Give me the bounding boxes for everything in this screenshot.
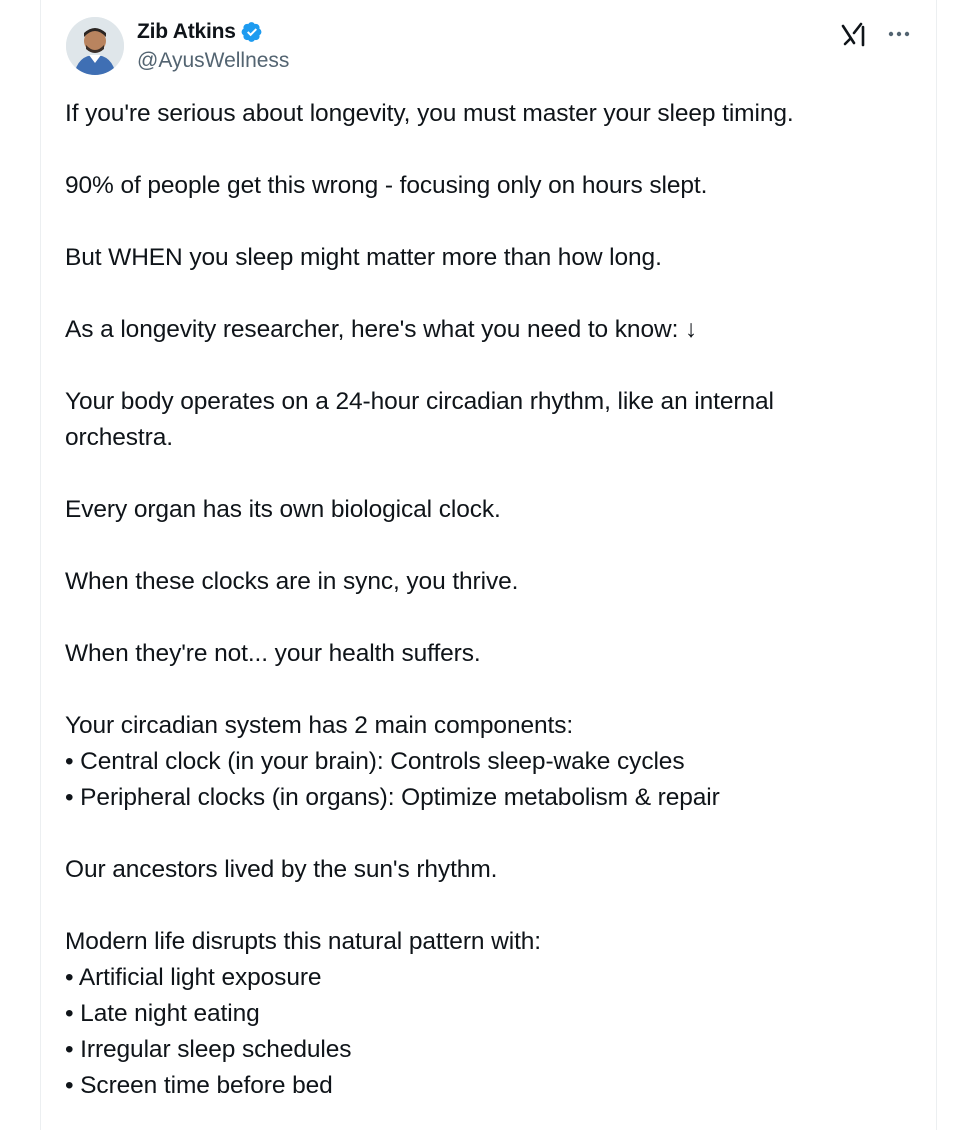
tweet-paragraph — [65, 852, 912, 888]
tweet-text-line: Our ancestors lived by the sun's rhythm. — [65, 856, 498, 883]
tweet-text-line: Your body operates on a 24-hour circadian rhythm, like an internal — [65, 388, 774, 415]
more-options-icon[interactable] — [887, 27, 911, 39]
display-name[interactable]: Zib Atkins — [137, 20, 236, 43]
user-info — [137, 18, 289, 73]
tweet-text-line: • Peripheral clocks (in organs): Optimize metabolism & repair — [65, 784, 720, 811]
tweet-paragraph — [65, 924, 912, 1104]
tweet-text-line: When these clocks are in sync, you thrive. — [65, 568, 519, 595]
tweet-paragraph — [65, 312, 912, 348]
tweet-text-line: But WHEN you sleep might matter more than how long. — [65, 244, 662, 271]
tweet-text-line: As a longevity researcher, here's what you need to know: ↓ — [65, 316, 698, 343]
tweet-paragraph — [65, 240, 912, 276]
grok-icon[interactable] — [841, 21, 867, 47]
name-row — [137, 18, 289, 46]
tweet-paragraph — [65, 708, 912, 816]
tweet-paragraph — [65, 564, 912, 600]
verified-badge-icon — [241, 21, 263, 43]
tweet-text-line: Your circadian system has 2 main components: — [65, 712, 574, 739]
tweet-text-line: • Late night eating — [65, 1000, 260, 1027]
tweet-paragraph — [65, 168, 912, 204]
tweet-text-line: 90% of people get this wrong - focusing only on hours slept. — [65, 172, 708, 199]
tweet-paragraph — [65, 384, 912, 456]
tweet-paragraph — [65, 492, 912, 528]
tweet-text-line: Every organ has its own biological clock. — [65, 496, 501, 523]
tweet-text-line: When they're not... your health suffers. — [65, 640, 481, 667]
tweet-text-line: Modern life disrupts this natural pattern with: — [65, 928, 542, 955]
tweet-text-line: orchestra. — [65, 424, 173, 451]
tweet-text-line: • Central clock (in your brain): Controls sleep-wake cycles — [65, 748, 685, 775]
tweet-paragraph — [65, 636, 912, 672]
tweet-paragraph — [65, 96, 912, 132]
tweet-text-line: • Artificial light exposure — [65, 964, 322, 991]
tweet-card — [40, 0, 937, 1130]
tweet-text-line: • Screen time before bed — [65, 1072, 333, 1099]
tweet-text-line: • Irregular sleep schedules — [65, 1036, 352, 1063]
tweet-text — [65, 96, 912, 1140]
user-handle[interactable]: @AyusWellness — [137, 49, 290, 72]
avatar[interactable] — [66, 17, 124, 75]
tweet-text-line: If you're serious about longevity, you must master your sleep timing. — [65, 100, 794, 127]
avatar-image — [66, 17, 124, 75]
tweet-header — [66, 17, 911, 77]
